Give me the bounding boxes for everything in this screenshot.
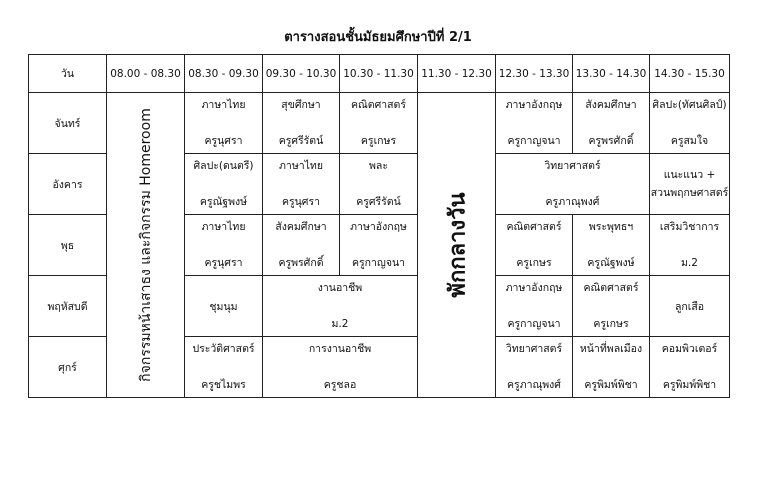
teacher: ครูกาญจนา [507, 135, 561, 147]
teacher: ครูนุศรา [204, 135, 243, 147]
guidance-line2: สวนพฤกษศาสตร์ [650, 187, 729, 199]
class-cell [496, 215, 573, 276]
class-cell [650, 337, 730, 398]
subject: ภาษาไทย [201, 99, 246, 111]
subject: ศิลปะ(ดนตรี) [193, 160, 254, 172]
teacher: ครูพรศักดิ์ [588, 135, 634, 147]
teacher: ครูศรีรัตน์ [356, 196, 401, 208]
teacher: ครูพรศักดิ์ [278, 257, 324, 269]
subject: คณิตศาสตร์ [506, 221, 562, 233]
teacher: ครูศรีรัตน์ [278, 135, 324, 147]
class-cell [573, 215, 650, 276]
class-cell [263, 337, 418, 398]
teacher: ครูภาณุพงศ์ [545, 196, 600, 208]
class-cell [340, 93, 418, 154]
teacher: ครูเกษร [516, 257, 552, 269]
teacher: ครูเกษร [360, 135, 397, 147]
teacher: ม.2 [681, 257, 698, 269]
subject: พระพุทธฯ [588, 221, 634, 233]
subject: คณิตศาสตร์ [350, 99, 406, 111]
subject: ศิลปะ(ทัศนศิลป์) [652, 99, 727, 111]
class-cell [650, 93, 730, 154]
class-cell [496, 276, 573, 337]
lunch-label: พักกลางวัน [445, 192, 470, 298]
class-cell [185, 337, 263, 398]
class-cell [496, 337, 573, 398]
homeroom-label: กิจกรรมหน้าเสาธง และกิจกรรม Homeroom [137, 108, 154, 382]
day-label: จันทร์ [29, 93, 107, 154]
header-period: 10.30 - 11.30 [340, 55, 418, 93]
header-period: 08.30 - 09.30 [185, 55, 263, 93]
teacher: ม.2 [331, 318, 349, 330]
header-period: 13.30 - 14.30 [573, 55, 650, 93]
subject: งานอาชีพ [317, 282, 363, 294]
page-title: ตารางสอนชั้นมัธยมศึกษาปีที่ 2/1 [284, 30, 472, 45]
header-period: 14.30 - 15.30 [650, 55, 730, 93]
class-cell [263, 276, 418, 337]
subject: วิทยาศาสตร์ [505, 343, 563, 355]
subject: คณิตศาสตร์ [583, 282, 639, 294]
day-label: พุธ [29, 215, 107, 276]
subject: การงานอาชีพ [308, 343, 372, 355]
header-period: 11.30 - 12.30 [418, 55, 496, 93]
teacher: ครูเกษร [593, 318, 629, 330]
class-cell [185, 93, 263, 154]
class-cell [185, 154, 263, 215]
guidance-line1: แนะแนว + [663, 169, 716, 181]
subject: หน้าที่พลเมือง [579, 343, 643, 355]
subject: ภาษาไทย [201, 221, 246, 233]
class-cell [263, 154, 340, 215]
teacher: ครูกาญจนา [507, 318, 561, 330]
subject: ภาษาไทย [279, 160, 323, 172]
header-day: วัน [29, 55, 107, 93]
class-cell [263, 93, 340, 154]
class-cell [263, 215, 340, 276]
class-cell: ลูกเสือ [650, 276, 730, 337]
teacher: ครูณัฐพงษ์ [199, 196, 248, 208]
subject: พละ [369, 160, 388, 172]
subject: วิทยาศาสตร์ [544, 160, 601, 172]
subject: สังคมศึกษา [275, 221, 327, 233]
teacher: ครูพิมพ์พิชา [662, 379, 717, 391]
subject: สังคมศึกษา [585, 99, 637, 111]
teacher: ครูกาญจนา [351, 257, 406, 269]
subject: เสริมวิชาการ [659, 221, 720, 233]
subject: ภาษาอังกฤษ [505, 282, 563, 294]
class-cell [496, 154, 650, 215]
header-period: 09.30 - 10.30 [263, 55, 340, 93]
header-period: 08.00 - 08.30 [107, 55, 185, 93]
subject: ประวัติศาสตร์ [192, 343, 255, 355]
timetable [28, 54, 730, 398]
class-cell [650, 215, 730, 276]
teacher: ครูชลอ [323, 379, 357, 391]
subject: สุขศึกษา [281, 99, 321, 111]
class-cell [340, 154, 418, 215]
class-cell: ชุมนุม [185, 276, 263, 337]
lunch-cell [418, 93, 496, 398]
day-label: อังคาร [29, 154, 107, 215]
day-label: ศุกร์ [29, 337, 107, 398]
homeroom-cell [107, 93, 185, 398]
teacher: ครูณัฐพงษ์ [587, 257, 635, 269]
teacher: ครูสมใจ [670, 135, 709, 147]
teacher: ครูภาณุพงศ์ [507, 379, 561, 391]
class-cell [573, 337, 650, 398]
class-cell [185, 215, 263, 276]
class-cell [650, 154, 730, 215]
class-cell [496, 93, 573, 154]
class-cell [573, 276, 650, 337]
header-period: 12.30 - 13.30 [496, 55, 573, 93]
row-monday [29, 93, 730, 154]
class-cell [573, 93, 650, 154]
teacher: ครูพิมพ์พิชา [584, 379, 638, 391]
subject: คอมพิวเตอร์ [661, 343, 718, 355]
class-cell [340, 215, 418, 276]
header-row [29, 55, 730, 93]
teacher: ครูชไมพร [201, 379, 246, 391]
subject: ภาษาอังกฤษ [505, 99, 563, 111]
teacher: ครูนุศรา [281, 196, 321, 208]
subject: ภาษาอังกฤษ [350, 221, 407, 233]
teacher: ครูนุศรา [204, 257, 243, 269]
day-label: พฤหัสบดี [29, 276, 107, 337]
